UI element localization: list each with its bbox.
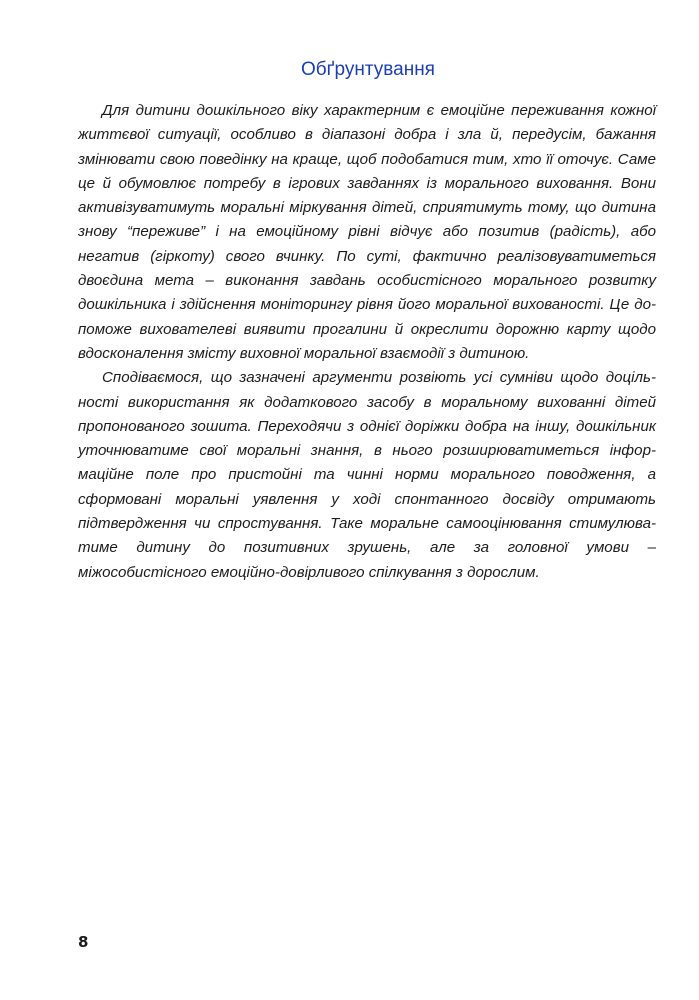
paragraph-1: Для дитини дошкільного віку характерним є емоційне переживання кожної життєвої ситуації, особливо в діапазоні добра і зла й, передусім, бажання змінювати свою поведінку на краще, щоб подобатися тим, хто її оточує. Саме це й обумовлює потребу в ігрових завданнях із морального виховання. Вони активізуватимуть моральні міркування дітей, сприятимуть тому, що дитина знову “переживе” і на емоційному рівні відчує або позитив (радість), або негатив (гіркоту) свого вчинку. По суті, фактично реалізовуватиметься двоєдина мета – виконання завдань особистісного морального розвитку дошкільника і здійснення моніторингу рівня його моральної вихованості. Це допоможе вихователеві виявити прогалини й окреслити дорожню карту щодо вдосконалення змісту виховної моральної взаємодії з дитиною.: [78, 102, 656, 362]
body-text: [78, 99, 656, 585]
paragraph-2: Сподіваємося, що зазначені аргументи розвіють усі сумніви щодо доцільності використання як додаткового засобу в моральному вихованні дітей пропонованого зошита. Переходячи з однієї доріжки добра на іншу, дошкільник уточнюватиме свої моральні знання, в нього розширюватиметься інформаційне поле про пристойні та чинні норми морального поводження, а сформовані моральні уявлення у ході спонтанного досвіду отримають підтвердження чи спростування. Таке моральне самооцінювання стимулюватиме дитину до позитивних зрушень, але за головної умови – міжособистісного емоційно-довірливого спілкування з дорослим.: [78, 369, 656, 581]
page-number: 8: [78, 933, 89, 951]
section-title: Обґрунтування: [301, 59, 435, 80]
